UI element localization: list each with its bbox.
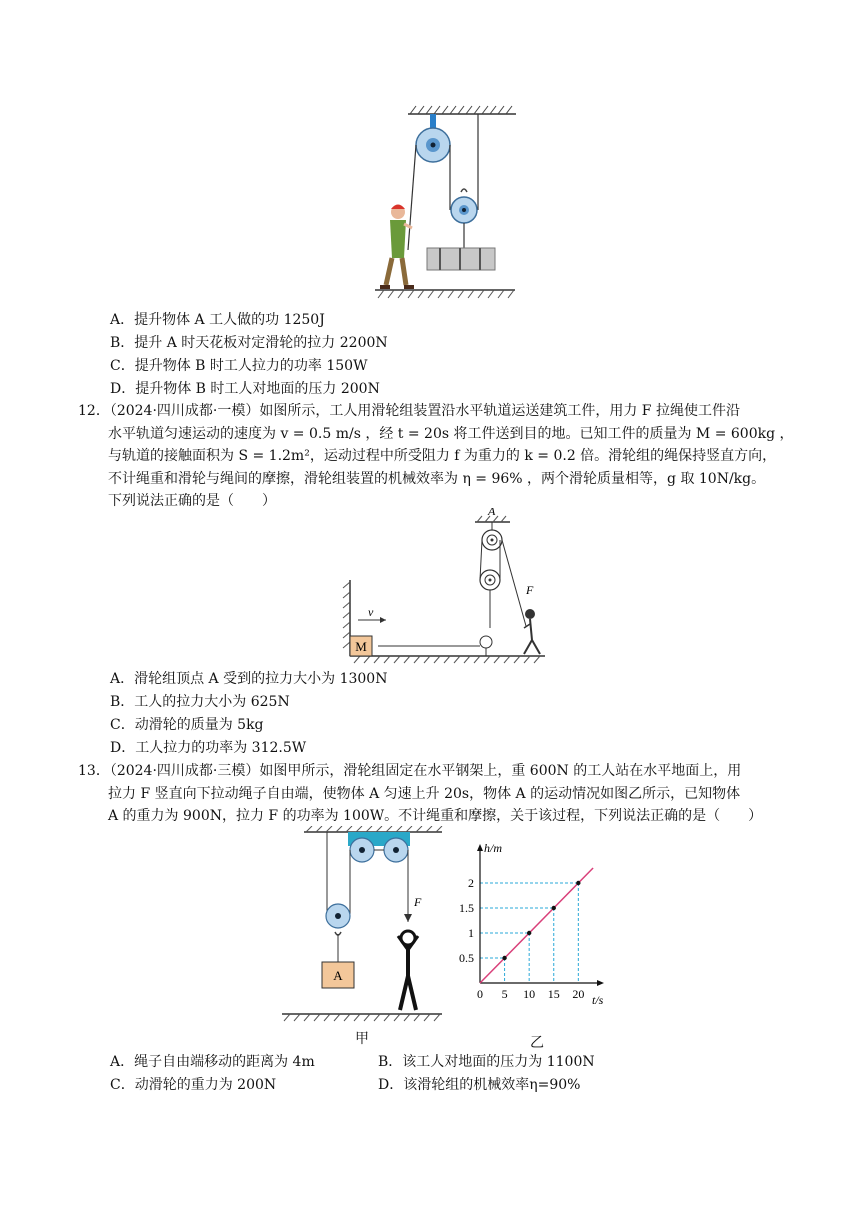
chart-point-1 [502,956,506,960]
chart-series-line [480,868,593,983]
q13-line-3: A 的重力为 900N，拉力 F 的功率为 100W。不计绳重和摩擦，关于该过程，下列说法正确的是（ ） [108,808,763,824]
chart-point-2 [527,931,531,935]
q12-line-2: 水平轨道匀速运动的速度为 v = 0.5 m/s ，经 t = 20s 将工件送到目的地。已知工件的质量为 M = 600kg ， [108,425,794,442]
q13-block-label: A [333,968,343,983]
q13-line-2: 拉力 F 竖直向下拉动绳子自由端，使物体 A 匀速上升 20s，物体 A 的运动情况如图乙所示，已知物体 [108,785,741,802]
q12-block-label: M [355,639,367,654]
chart-x-tick-4: 20 [572,987,585,1001]
q12-line-5: 下列说法正确的是（ ） [108,493,276,509]
chart-x-label: t/s [592,993,604,1007]
q12-figure [340,508,550,668]
chart-y-tick-3: 2 [468,876,474,890]
q11-figure [370,100,520,305]
q12-line-4: 不计绳重和滑轮与绳间的摩擦，滑轮组装置的机械效率为 η = 96% ，两个滑轮质量相等，g 取 10N/kg。 [108,470,766,487]
q12-point-a-label: A [488,508,496,518]
chart-x-tick-1: 5 [501,987,508,1001]
chart-point-3 [552,906,556,910]
q13-option-a: A．绳子自由端移动的距离为 4m [110,1054,315,1070]
q11-option-b: B．提升 A 时天花板对定滑轮的拉力 2200N [110,335,388,351]
q13-figure-jia [282,826,447,1026]
q13-stem [78,760,798,828]
q11-option-a: A．提升物体 A 工人做的功 1250J [110,312,325,328]
q12-stem [78,400,798,513]
q12-line-3: 与轨道的接触面积为 S = 1.2m²，运动过程中所受阻力 f 为重力的 k = 0.2 倍。滑轮组的绳保持竖直方向， [108,448,777,464]
q13-force-label: F [414,895,422,909]
chart-x-tick-0: 0 [477,987,483,1001]
chart-y-tick-0: 0.5 [459,951,474,965]
chart-x-tick-3: 15 [547,987,560,1001]
chart-y-tick-2: 1.5 [459,901,474,915]
q13-option-c: C．动滑轮的重力为 200N [110,1077,277,1093]
q13-option-b: B．该工人对地面的压力为 1100N [378,1054,595,1070]
chart-y-tick-1: 1 [468,926,474,940]
chart-x-tick-2: 10 [523,987,536,1001]
q12-line-1: 12．（2024·四川成都·一模）如图所示，工人用滑轮组装置沿水平轨道运送建筑工件，用力 F 拉绳使工件沿 [78,403,740,419]
chart-point-4 [576,881,580,885]
figure-jia-caption: 甲 [355,1031,369,1047]
figure-yi-caption: 乙 [530,1035,544,1051]
q12-velocity-label: v [368,605,374,619]
q11-option-d: D．提升物体 B 时工人对地面的压力 200N [110,381,380,397]
q12-option-b: B．工人的拉力大小为 625N [110,694,290,710]
q13-option-d: D．该滑轮组的机械效率η=90% [378,1077,581,1093]
q12-option-c: C．动滑轮的质量为 5kg [110,717,264,733]
q12-option-d: D．工人拉力的功率为 312.5W [110,740,307,756]
q13-line-1: 13．（2024·四川成都·三模）如图甲所示，滑轮组固定在水平钢架上，重 600N 的工人站在水平地面上，用 [78,763,742,779]
q12-force-label: F [526,583,534,597]
chart-y-label: h/m [484,841,502,855]
q13-chart-yi [440,840,620,1022]
q11-option-c: C．提升物体 B 时工人拉力的功率 150W [110,358,368,374]
q12-option-a: A．滑轮组顶点 A 受到的拉力大小为 1300N [110,671,388,687]
